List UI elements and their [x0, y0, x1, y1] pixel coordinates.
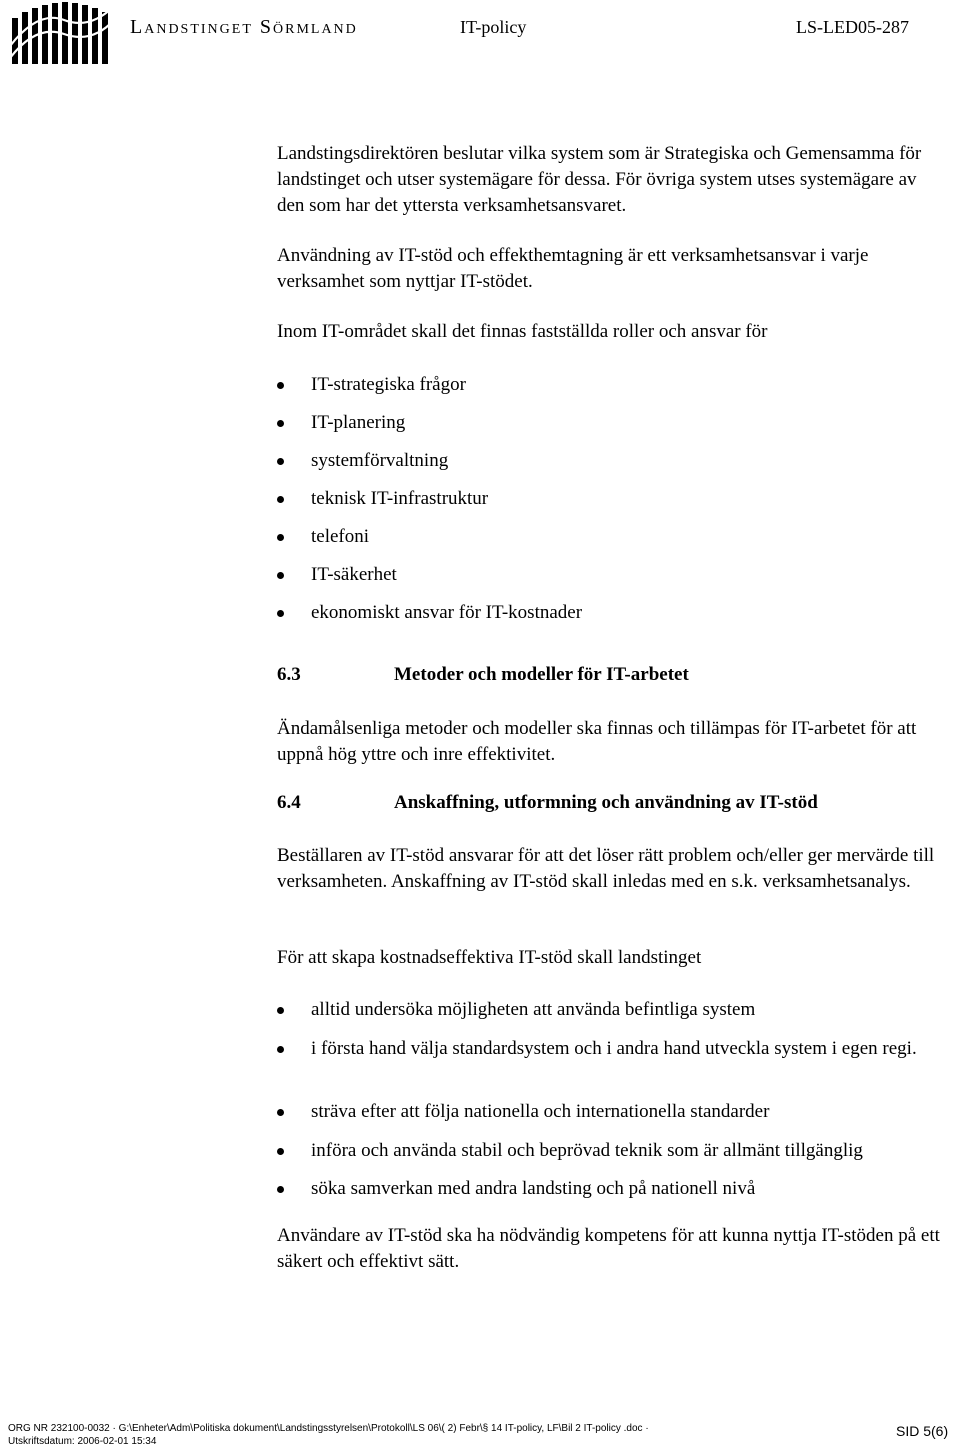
bullet-icon: [277, 1007, 284, 1014]
list-item-text: i första hand välja standardsystem och i andra hand utveckla system i egen regi.: [311, 1038, 917, 1059]
document-id: LS-LED05-287: [796, 17, 909, 37]
bullet-icon: [277, 1109, 284, 1116]
section-6-4-body-2: För att skapa kostnadseffektiva IT-stöd skall landstinget: [277, 947, 702, 968]
section-6-4-body-3: Användare av IT-stöd ska ha nödvändig kompetens för att kunna nyttja IT-stöden på ett säkert och effektivt sätt.: [277, 1225, 940, 1272]
bullet-icon: [277, 420, 284, 427]
organization-name: Landstinget Sörmland: [130, 16, 358, 38]
bullet-icon: [277, 1046, 284, 1053]
intro-paragraph-2: Användning av IT-stöd och effekthemtagning är ett verksamhetsansvar i varje verksamhet som nyttjar IT-stödet.: [277, 245, 869, 292]
list-item-text: IT-strategiska frågor: [311, 374, 466, 395]
section-number-6-3: 6.3: [277, 664, 301, 685]
list-item-text: alltid undersöka möjligheten att använda befintliga system: [311, 999, 756, 1020]
bullet-icon: [277, 382, 284, 389]
list-item-text: IT-säkerhet: [311, 564, 397, 585]
list-item-text: införa och använda stabil och beprövad teknik som är allmänt tillgänglig: [311, 1140, 863, 1161]
list-item-text: sträva efter att följa nationella och internationella standarder: [311, 1101, 770, 1122]
section-heading-6-4: Anskaffning, utformning och användning av IT-stöd: [394, 792, 818, 813]
bullet-icon: [277, 1186, 284, 1193]
list-item-text: systemförvaltning: [311, 450, 449, 471]
list-item-text: telefoni: [311, 526, 370, 547]
landstinget-logo: [8, 2, 120, 64]
section-heading-6-3: Metoder och modeller för IT-arbetet: [394, 664, 689, 685]
list-item-text: teknisk IT-infrastruktur: [311, 488, 489, 509]
bullet-icon: [277, 1148, 284, 1155]
section-number-6-4: 6.4: [277, 792, 301, 813]
bullet-icon: [277, 572, 284, 579]
bullet-icon: [277, 496, 284, 503]
section-6-3-body: Ändamålsenliga metoder och modeller ska finnas och tillämpas för IT-arbetet för att uppnå hög yttre och inre effektivitet.: [277, 718, 917, 765]
list-item-text: ekonomiskt ansvar för IT-kostnader: [311, 602, 583, 623]
bullet-icon: [277, 458, 284, 465]
document-title: IT-policy: [460, 17, 527, 37]
bullet-icon: [277, 534, 284, 541]
page-number: SID 5(6): [896, 1423, 949, 1439]
intro-paragraph-3: Inom IT-området skall det finnas fastställda roller och ansvar för: [277, 321, 768, 342]
list-item-text: söka samverkan med andra landsting och på nationell nivå: [311, 1178, 756, 1199]
footer-file-path: ORG NR 232100-0032 · G:\Enheter\Adm\Politiska dokument\Landstingsstyrelsen\Protokoll\LS 06\( 2) Febr\§ 14 IT-policy, LF\Bil 2 IT-policy .doc · Utskriftsdatum: 2006-02-01 15:34: [8, 1423, 649, 1447]
list-item-text: IT-planering: [311, 412, 406, 433]
section-6-4-body-1: Beställaren av IT-stöd ansvarar för att det löser rätt problem och/eller ger mervärde till verksamheten. Anskaffning av IT-stöd skall inledas med en s.k. verksamhetsanalys.: [277, 845, 935, 892]
bullet-icon: [277, 610, 284, 617]
intro-paragraph-1: Landstingsdirektören beslutar vilka system som är Strategiska och Gemensamma för landstinget och utser systemägare för dessa. För övriga system utses systemägare av den som har det yttersta verksamhetsansvaret.: [277, 143, 922, 216]
